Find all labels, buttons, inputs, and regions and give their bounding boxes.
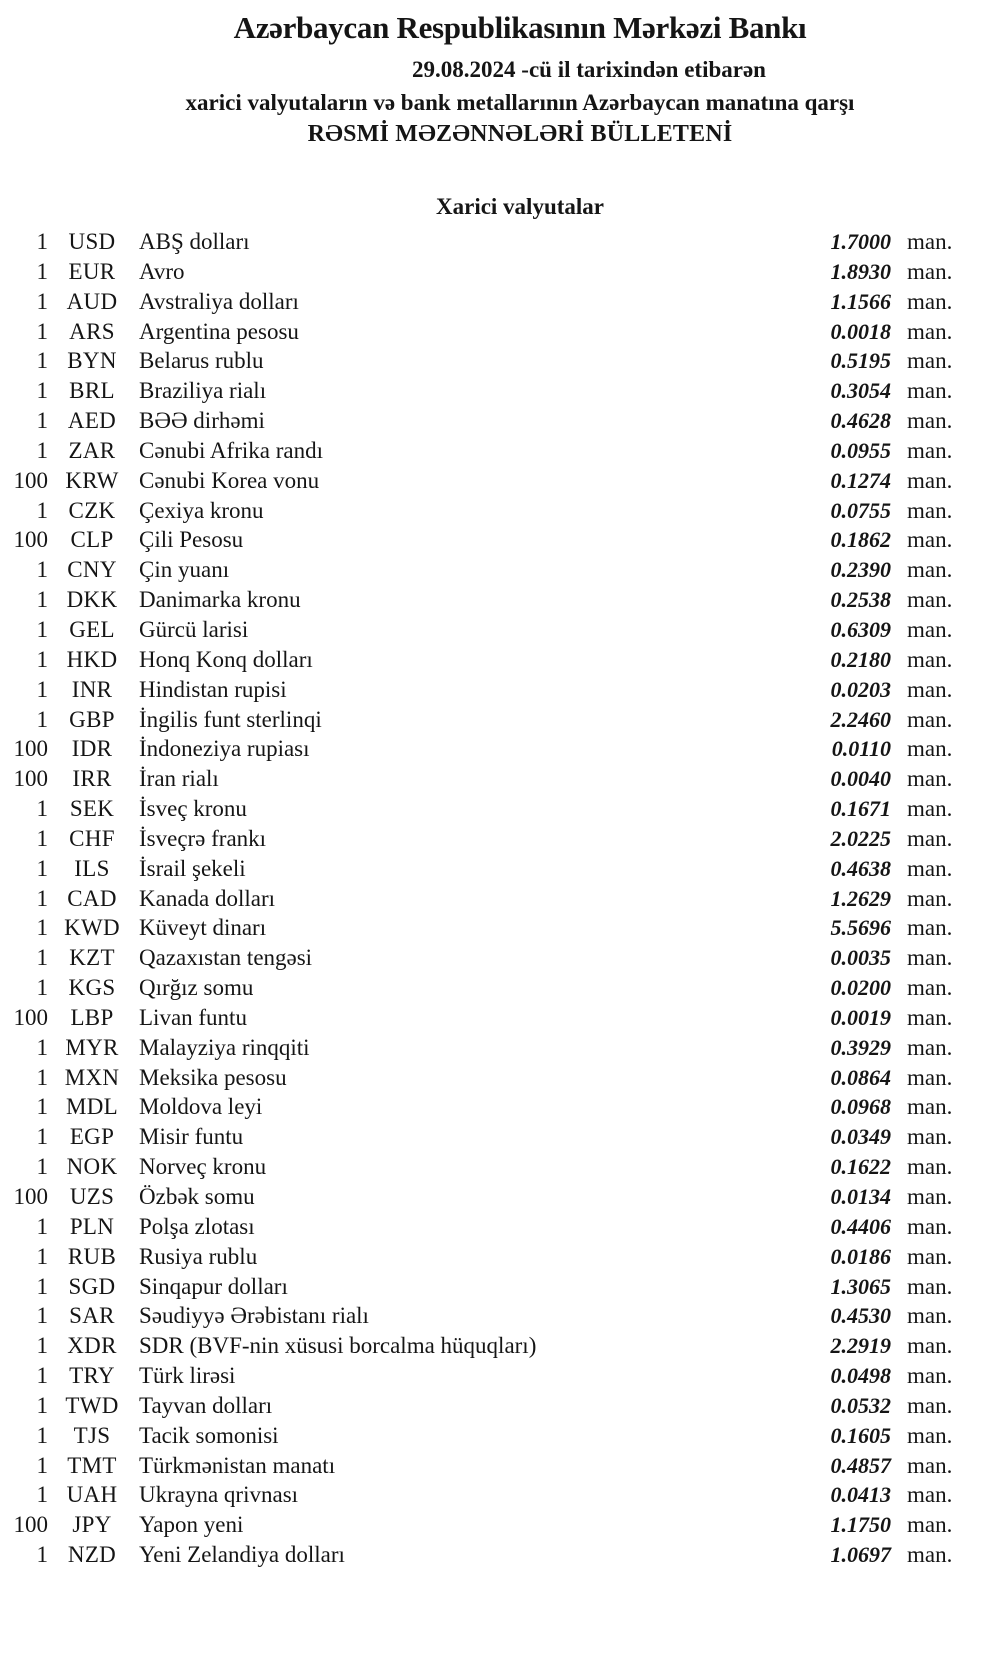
currency-name-cell: Avro (139, 258, 185, 284)
currency-code-cell: TJS (73, 1422, 111, 1448)
quantity-cell: 100 (13, 1512, 48, 1538)
rate-row (0, 317, 1000, 347)
currency-code-cell: JPY (72, 1512, 112, 1538)
quantity-cell: 1 (36, 378, 48, 404)
quantity-cell: 100 (13, 1004, 48, 1030)
currency-code-cell: ZAR (68, 437, 116, 463)
quantity-cell: 1 (36, 229, 48, 254)
unit-label-cell: man. (907, 736, 953, 762)
quantity-cell: 1 (36, 288, 48, 314)
rate-value-cell: 0.0203 (830, 676, 891, 702)
currency-name-cell: Çexiya kronu (139, 497, 264, 523)
rate-value-cell: 2.2919 (830, 1333, 891, 1359)
currency-name-cell: Argentina pesosu (139, 318, 299, 344)
currency-name-cell: Polşa zlotası (139, 1213, 255, 1239)
quantity-cell: 1 (36, 646, 48, 672)
quantity-cell: 1 (36, 557, 48, 583)
quantity-cell: 1 (36, 1213, 48, 1239)
unit-label-cell: man. (907, 318, 953, 344)
quantity-cell: 1 (36, 825, 48, 851)
quantity-cell: 100 (13, 467, 48, 493)
rate-value-cell: 0.6309 (830, 616, 891, 642)
unit-label-cell: man. (907, 557, 953, 583)
currency-name-cell: Ukrayna qrivnası (139, 1482, 299, 1508)
rate-value-cell: 0.4530 (830, 1303, 891, 1329)
subject-line: xarici valyutaların və bank metallarının Azərbaycan manatına qarşı (185, 90, 855, 115)
rate-row (0, 1272, 1000, 1302)
rate-value-cell: 0.0955 (830, 437, 891, 463)
rate-value-cell: 0.0498 (830, 1363, 891, 1389)
currency-name-cell: Cənubi Afrika randı (139, 437, 323, 463)
currency-code-cell: PLN (69, 1213, 115, 1239)
unit-label-cell: man. (907, 587, 953, 613)
rate-value-cell: 0.1622 (830, 1154, 891, 1180)
currency-code-cell: BRL (69, 378, 115, 404)
quantity-cell: 100 (13, 527, 48, 553)
currency-name-cell: Özbək somu (139, 1184, 255, 1209)
rate-value-cell: 0.2390 (830, 557, 891, 583)
rate-row (0, 854, 1000, 884)
quantity-cell: 1 (36, 616, 48, 642)
currency-code-cell: KGS (68, 975, 116, 1001)
rate-row (0, 466, 1000, 496)
quantity-cell: 1 (36, 1154, 48, 1180)
bulletin-title: RƏSMİ MƏZƏNNƏLƏRİ BÜLLETENİ (307, 121, 733, 147)
currency-name-cell: Misir funtu (139, 1124, 244, 1150)
quantity-cell: 1 (36, 1303, 48, 1329)
unit-label-cell: man. (907, 1124, 953, 1150)
unit-label-cell: man. (907, 348, 953, 374)
rate-value-cell: 2.2460 (830, 706, 891, 732)
rate-row (0, 1421, 1000, 1451)
currency-code-cell: AED (67, 408, 117, 434)
rate-row (0, 1391, 1000, 1421)
currency-name-cell: İngilis funt sterlinqi (139, 706, 322, 732)
rate-row (0, 1480, 1000, 1510)
rate-row (0, 227, 1000, 257)
currency-name-cell: Avstraliya dolları (139, 288, 299, 314)
currency-name-cell: Qazaxıstan tengəsi (139, 945, 313, 971)
currency-code-cell: IRR (72, 766, 112, 792)
unit-label-cell: man. (907, 408, 953, 434)
currency-name-cell: Gürcü larisi (139, 616, 249, 642)
unit-label-cell: man. (907, 1303, 953, 1329)
currency-code-cell: MYR (65, 1034, 119, 1060)
currency-code-cell: SEK (69, 796, 115, 822)
rate-row (0, 675, 1000, 705)
currency-code-cell: UZS (69, 1184, 115, 1209)
currency-name-cell: Sinqapur dolları (139, 1273, 288, 1299)
quantity-cell: 1 (36, 1452, 48, 1478)
quantity-cell: 1 (36, 1124, 48, 1150)
rate-value-cell: 0.0755 (830, 497, 891, 523)
rate-value-cell: 0.1274 (830, 467, 891, 493)
quantity-cell: 1 (36, 318, 48, 344)
unit-label-cell: man. (907, 885, 953, 911)
unit-label-cell: man. (907, 497, 953, 523)
rate-row (0, 973, 1000, 1003)
currency-code-cell: ILS (74, 855, 110, 881)
currency-code-cell: AUD (66, 288, 118, 314)
rate-value-cell: 0.0413 (830, 1482, 891, 1508)
unit-label-cell: man. (907, 1243, 953, 1269)
rate-row (0, 794, 1000, 824)
quantity-cell: 1 (36, 975, 48, 1001)
rate-row (0, 1152, 1000, 1182)
rate-value-cell: 0.0186 (830, 1243, 891, 1269)
unit-label-cell: man. (907, 258, 953, 284)
rate-value-cell: 1.7000 (830, 229, 891, 254)
unit-label-cell: man. (907, 915, 953, 941)
rate-row (0, 406, 1000, 436)
unit-label-cell: man. (907, 945, 953, 971)
unit-label-cell: man. (907, 855, 953, 881)
currency-code-cell: SGD (68, 1273, 116, 1299)
unit-label-cell: man. (907, 825, 953, 851)
rate-row (0, 764, 1000, 794)
rate-row (0, 1092, 1000, 1122)
currency-code-cell: CHF (69, 825, 115, 851)
currency-code-cell: ARS (69, 318, 115, 344)
section-title-foreign-currencies: Xarici valyutalar (436, 194, 604, 219)
effective-date-line: 29.08.2024 -cü il tarixindən etibarən (412, 57, 766, 82)
unit-label-cell: man. (907, 1064, 953, 1090)
unit-label-cell: man. (907, 1154, 953, 1180)
rate-value-cell: 0.0035 (830, 945, 891, 971)
rate-row (0, 1122, 1000, 1152)
currency-name-cell: Norveç kronu (139, 1154, 267, 1180)
rate-value-cell: 0.3929 (830, 1034, 891, 1060)
quantity-cell: 1 (36, 408, 48, 434)
rate-value-cell: 0.4857 (830, 1452, 891, 1478)
rate-value-cell: 1.1750 (830, 1512, 891, 1538)
rate-value-cell: 0.0018 (830, 318, 891, 344)
quantity-cell: 1 (36, 706, 48, 732)
quantity-cell: 1 (36, 676, 48, 702)
rate-row (0, 824, 1000, 854)
rate-value-cell: 1.2629 (830, 885, 891, 911)
rate-value-cell: 0.2538 (830, 587, 891, 613)
quantity-cell: 100 (13, 736, 48, 762)
quantity-cell: 1 (36, 1392, 48, 1418)
rate-row (0, 525, 1000, 555)
unit-label-cell: man. (907, 1452, 953, 1478)
quantity-cell: 1 (36, 1243, 48, 1269)
quantity-cell: 1 (36, 1094, 48, 1120)
currency-name-cell: Belarus rublu (139, 348, 264, 374)
currency-code-cell: TWD (65, 1392, 119, 1418)
currency-code-cell: EGP (69, 1124, 115, 1150)
rate-value-cell: 0.0349 (830, 1124, 891, 1150)
currency-code-cell: TRY (69, 1363, 115, 1389)
currency-name-cell: SDR (BVF-nin xüsusi borcalma hüquqları) (139, 1333, 537, 1359)
unit-label-cell: man. (907, 1392, 953, 1418)
currency-name-cell: İran rialı (139, 766, 219, 792)
quantity-cell: 1 (36, 437, 48, 463)
currency-code-cell: KWD (64, 915, 120, 941)
currency-name-cell: Yapon yeni (139, 1512, 244, 1538)
rate-value-cell: 0.4406 (830, 1213, 891, 1239)
currency-code-cell: IDR (71, 736, 113, 762)
rate-value-cell: 1.3065 (830, 1273, 891, 1299)
currency-code-cell: NZD (67, 1542, 117, 1568)
quantity-cell: 100 (13, 1184, 48, 1209)
quantity-cell: 1 (36, 1333, 48, 1359)
rate-row (0, 943, 1000, 973)
rate-row (0, 1361, 1000, 1391)
currency-name-cell: Meksika pesosu (139, 1064, 287, 1090)
currency-name-cell: Türkmənistan manatı (139, 1452, 336, 1478)
unit-label-cell: man. (907, 1034, 953, 1060)
currency-name-cell: Moldova leyi (139, 1094, 263, 1120)
currency-code-cell: TMT (67, 1452, 117, 1478)
rate-row (0, 884, 1000, 914)
currency-name-cell: Braziliya rialı (139, 378, 267, 404)
currency-name-cell: Küveyt dinarı (139, 915, 267, 941)
quantity-cell: 1 (36, 885, 48, 911)
quantity-cell: 1 (36, 1542, 48, 1568)
currency-code-cell: CZK (68, 497, 116, 523)
rate-value-cell: 0.4628 (830, 408, 891, 434)
rate-row (0, 615, 1000, 645)
unit-label-cell: man. (907, 1422, 953, 1448)
currency-name-cell: Çili Pesosu (139, 527, 244, 553)
unit-label-cell: man. (907, 975, 953, 1001)
quantity-cell: 1 (36, 1273, 48, 1299)
rate-value-cell: 2.0225 (830, 825, 891, 851)
unit-label-cell: man. (907, 1333, 953, 1359)
currency-name-cell: Honq Konq dolları (139, 646, 313, 672)
currency-code-cell: GEL (69, 616, 115, 642)
currency-name-cell: Hindistan rupisi (139, 676, 287, 702)
rate-value-cell: 1.0697 (830, 1542, 891, 1568)
currency-code-cell: NOK (66, 1154, 118, 1180)
currency-name-cell: Yeni Zelandiya dolları (139, 1542, 345, 1568)
rate-value-cell: 0.0040 (830, 766, 891, 792)
currency-name-cell: İsveç kronu (139, 796, 247, 822)
rate-row (0, 1182, 1000, 1212)
currency-name-cell: Qırğız somu (139, 975, 254, 1001)
unit-label-cell: man. (907, 527, 953, 553)
currency-code-cell: KRW (65, 467, 119, 493)
rate-value-cell: 0.5195 (830, 348, 891, 374)
quantity-cell: 1 (36, 1064, 48, 1090)
currency-name-cell: İsveçrə frankı (139, 825, 267, 851)
unit-label-cell: man. (907, 1094, 953, 1120)
rate-value-cell: 0.0110 (831, 736, 891, 762)
unit-label-cell: man. (907, 229, 953, 254)
rate-value-cell: 0.0968 (830, 1094, 891, 1120)
unit-label-cell: man. (907, 1273, 953, 1299)
quantity-cell: 1 (36, 587, 48, 613)
unit-label-cell: man. (907, 437, 953, 463)
currency-name-cell: Türk lirəsi (139, 1363, 236, 1389)
rate-row (0, 1063, 1000, 1093)
currency-name-cell: Səudiyyə Ərəbistanı rialı (139, 1303, 369, 1329)
rate-row (0, 1301, 1000, 1331)
rate-row (0, 585, 1000, 615)
currency-code-cell: UAH (66, 1482, 118, 1508)
currency-code-cell: LBP (70, 1004, 114, 1030)
rate-row (0, 1331, 1000, 1361)
quantity-cell: 1 (36, 348, 48, 374)
unit-label-cell: man. (907, 288, 953, 314)
currency-name-cell: Kanada dolları (139, 885, 276, 911)
rate-row (0, 1242, 1000, 1272)
quantity-cell: 1 (36, 915, 48, 941)
rate-row (0, 1033, 1000, 1063)
currency-name-cell: Tayvan dolları (139, 1392, 273, 1418)
unit-label-cell: man. (907, 706, 953, 732)
currency-name-cell: Cənubi Korea vonu (139, 467, 320, 493)
currency-name-cell: İndoneziya rupiası (139, 736, 310, 762)
currency-code-cell: MDL (65, 1094, 118, 1120)
rate-value-cell: 0.1862 (830, 527, 891, 553)
quantity-cell: 1 (36, 855, 48, 881)
rate-value-cell: 0.0134 (830, 1184, 891, 1209)
quantity-cell: 1 (36, 796, 48, 822)
currency-code-cell: SAR (69, 1303, 115, 1329)
currency-name-cell: Rusiya rublu (139, 1243, 258, 1269)
currency-name-cell: BƏƏ dirhəmi (139, 408, 265, 434)
rate-row (0, 287, 1000, 317)
rate-row (0, 436, 1000, 466)
quantity-cell: 1 (36, 945, 48, 971)
currency-name-cell: Çin yuanı (139, 557, 230, 583)
rate-value-cell: 0.0019 (830, 1004, 891, 1030)
currency-name-cell: İsrail şekeli (139, 855, 246, 881)
rate-value-cell: 1.1566 (830, 288, 891, 314)
rate-row (0, 376, 1000, 406)
currency-code-cell: EUR (68, 258, 116, 284)
unit-label-cell: man. (907, 1482, 953, 1508)
rate-row (0, 1003, 1000, 1033)
currency-code-cell: CLP (70, 527, 114, 553)
currency-code-cell: KZT (69, 945, 115, 971)
currency-code-cell: DKK (66, 587, 118, 613)
rate-value-cell: 5.5696 (830, 915, 891, 941)
rate-value-cell: 0.1605 (830, 1422, 891, 1448)
rate-value-cell: 0.4638 (830, 855, 891, 881)
rate-row (0, 645, 1000, 675)
currency-code-cell: MXN (64, 1064, 120, 1090)
rate-row (0, 257, 1000, 287)
rate-value-cell: 0.0532 (830, 1392, 891, 1418)
unit-label-cell: man. (907, 1004, 953, 1030)
currency-code-cell: CAD (67, 885, 117, 911)
rate-row (0, 1212, 1000, 1242)
unit-label-cell: man. (907, 796, 953, 822)
unit-label-cell: man. (907, 676, 953, 702)
rate-value-cell: 0.0200 (830, 975, 891, 1001)
quantity-cell: 1 (36, 1422, 48, 1448)
currency-name-cell: Tacik somonisi (139, 1422, 279, 1448)
unit-label-cell: man. (907, 1542, 953, 1568)
quantity-cell: 100 (13, 766, 48, 792)
currency-name-cell: Danimarka kronu (139, 587, 301, 613)
rate-value-cell: 0.2180 (830, 646, 891, 672)
rate-value-cell: 0.3054 (830, 378, 891, 404)
currency-code-cell: USD (68, 229, 116, 254)
unit-label-cell: man. (907, 467, 953, 493)
currency-code-cell: CNY (67, 557, 117, 583)
rate-row (0, 346, 1000, 376)
unit-label-cell: man. (907, 766, 953, 792)
currency-code-cell: GBP (69, 706, 115, 732)
unit-label-cell: man. (907, 378, 953, 404)
rates-table (0, 227, 1000, 1570)
currency-code-cell: HKD (66, 646, 118, 672)
rate-row (0, 496, 1000, 526)
currency-code-cell: RUB (67, 1243, 117, 1269)
currency-code-cell: XDR (67, 1333, 117, 1359)
unit-label-cell: man. (907, 1213, 953, 1239)
currency-name-cell: ABŞ dolları (139, 229, 250, 254)
quantity-cell: 1 (36, 1363, 48, 1389)
rate-row (0, 1510, 1000, 1540)
rate-row (0, 555, 1000, 585)
currency-code-cell: INR (71, 676, 113, 702)
unit-label-cell: man. (907, 1184, 953, 1209)
rate-value-cell: 0.0864 (830, 1064, 891, 1090)
unit-label-cell: man. (907, 1363, 953, 1389)
rate-value-cell: 0.1671 (830, 796, 891, 822)
rate-row (0, 1451, 1000, 1481)
currency-name-cell: Malayziya rinqqiti (139, 1034, 310, 1060)
unit-label-cell: man. (907, 1512, 953, 1538)
rate-row (0, 913, 1000, 943)
currency-name-cell: Livan funtu (139, 1004, 247, 1030)
currency-code-cell: BYN (67, 348, 117, 374)
bank-name-title: Azərbaycan Respublikasının Mərkəzi Bankı (233, 10, 807, 45)
quantity-cell: 1 (36, 258, 48, 284)
rate-row (0, 734, 1000, 764)
unit-label-cell: man. (907, 646, 953, 672)
quantity-cell: 1 (36, 1034, 48, 1060)
rate-value-cell: 1.8930 (830, 258, 891, 284)
quantity-cell: 1 (36, 497, 48, 523)
unit-label-cell: man. (907, 616, 953, 642)
rate-row (0, 705, 1000, 735)
rate-row (0, 1540, 1000, 1570)
quantity-cell: 1 (36, 1482, 48, 1508)
